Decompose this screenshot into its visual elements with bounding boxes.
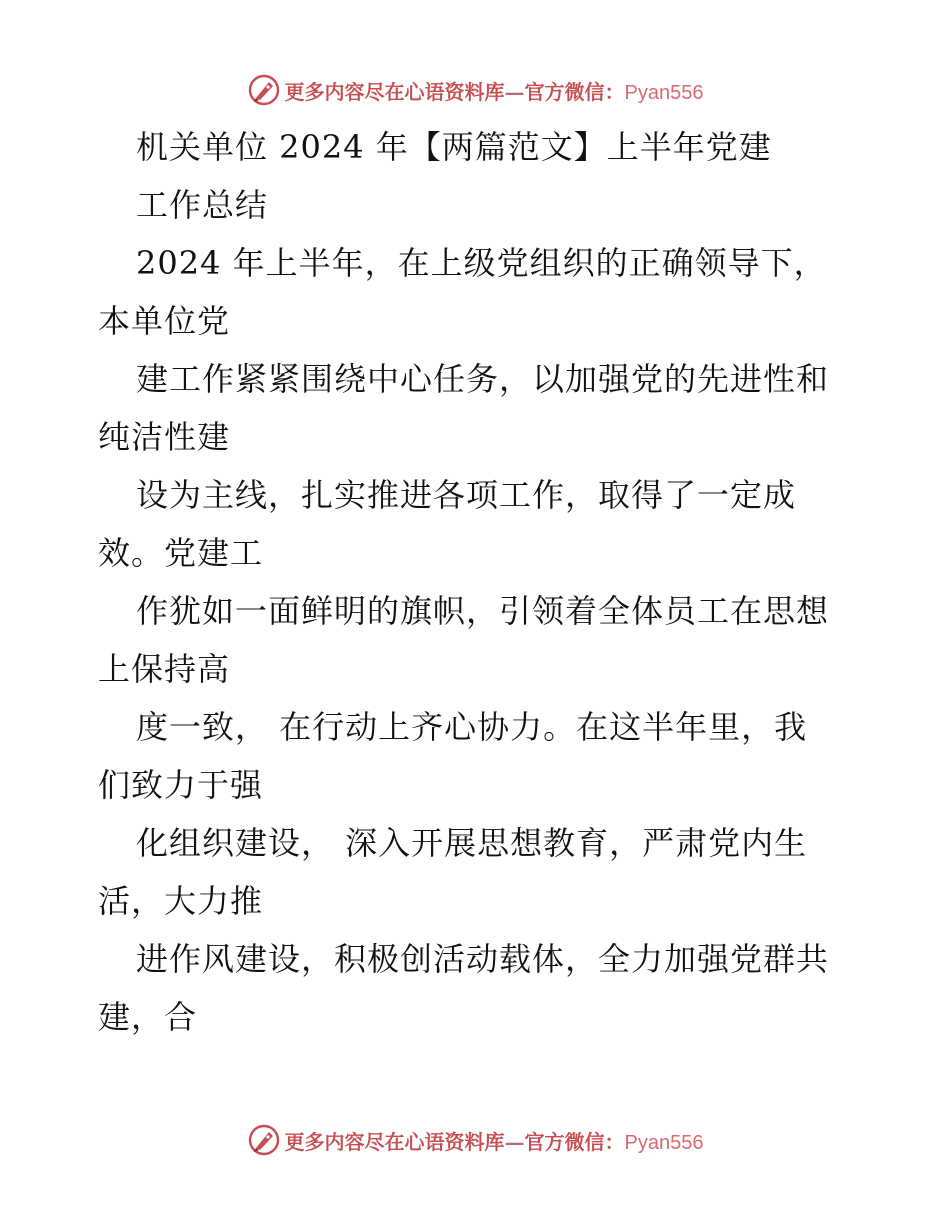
- footer-banner-text: [285, 1126, 704, 1155]
- doc-paragraph-line: 度一致， 在行动上齐心协力。在这半年里，我: [136, 708, 808, 746]
- doc-paragraph-line: 纯洁性建: [98, 418, 231, 456]
- doc-paragraph-line: 效。党建工: [98, 534, 264, 572]
- doc-paragraph-line: 2024 年上半年，在上级党组织的正确领导下，: [136, 244, 827, 282]
- doc-paragraph-line: 本单位党: [98, 302, 231, 340]
- doc-paragraph-line: 建工作紧紧围绕中心任务，以加强党的先进性和: [136, 360, 830, 398]
- doc-paragraph-line: 上保持高: [98, 650, 231, 688]
- doc-paragraph-line: 活，大力推: [98, 882, 264, 920]
- header-banner-slogan: 更多内容尽在心语资料库: [284, 79, 505, 104]
- doc-title-line-2: 工作总结: [136, 186, 269, 224]
- doc-paragraph-line: 化组织建设， 深入开展思想教育，严肃党内生: [136, 824, 808, 862]
- header-banner-text: [285, 76, 704, 105]
- header-banner: [0, 70, 950, 110]
- doc-paragraph-line: 建，合: [98, 998, 198, 1036]
- header-banner-wechat-label: 官方微信：: [524, 79, 625, 104]
- doc-paragraph-line: 们致力于强: [98, 766, 264, 804]
- doc-paragraph-line: 进作风建设，积极创活动载体，全力加强党群共: [136, 940, 830, 978]
- doc-title-line-1: 机关单位 2024 年【两篇范文】上半年党建: [136, 128, 772, 166]
- footer-banner: [0, 1120, 950, 1160]
- pen-nib-logo-icon: [247, 1123, 281, 1157]
- header-banner-wechat-id: Pyan556: [624, 81, 704, 104]
- header-banner-separator: —: [504, 79, 525, 104]
- footer-banner-separator: —: [504, 1129, 525, 1154]
- document-body: [98, 118, 878, 1046]
- doc-paragraph-line: 作犹如一面鲜明的旗帜，引领着全体员工在思想: [136, 592, 830, 630]
- pen-nib-logo-icon: [247, 73, 281, 107]
- footer-banner-wechat-id: Pyan556: [624, 1131, 704, 1154]
- doc-paragraph-line: 设为主线，扎实推进各项工作，取得了一定成: [136, 476, 797, 514]
- footer-banner-wechat-label: 官方微信：: [524, 1129, 625, 1154]
- footer-banner-slogan: 更多内容尽在心语资料库: [284, 1129, 505, 1154]
